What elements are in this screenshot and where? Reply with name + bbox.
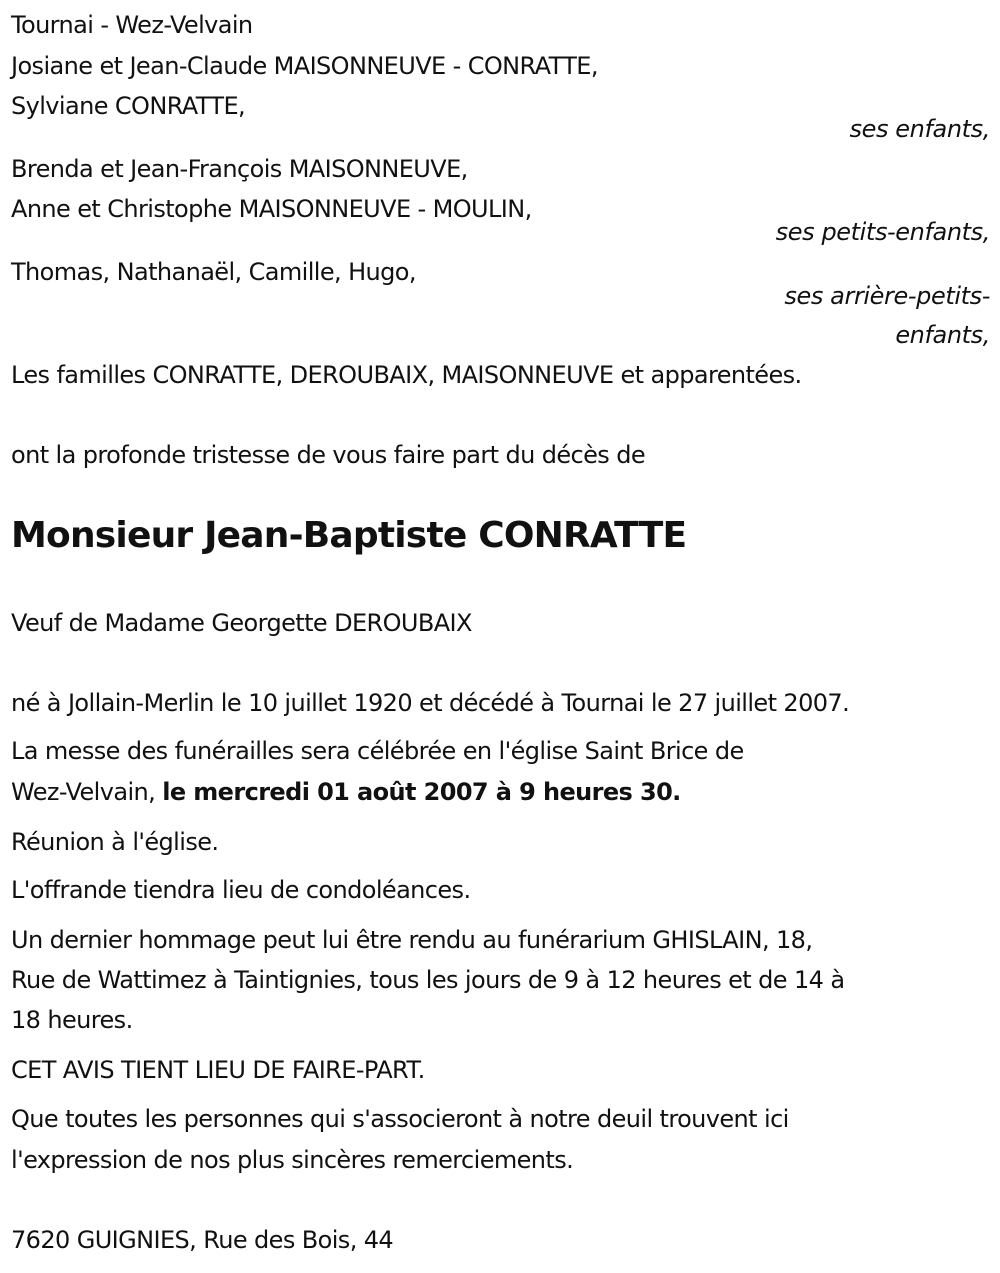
tribute-line-3: 18 heures. (11, 1006, 133, 1034)
tribute-line-2: Rue de Wattimez à Taintignies, tous les jours de 9 à 12 heures et de 14 à (11, 966, 845, 994)
grandchildren-line-2: Anne et Christophe MAISONNEUVE - MOULIN, (11, 195, 532, 223)
family-address: 7620 GUIGNIES, Rue des Bois, 44 (11, 1226, 394, 1254)
thanks-line-1: Que toutes les personnes qui s'associeront à notre deuil trouvent ici (11, 1105, 789, 1133)
notice: CET AVIS TIENT LIEU DE FAIRE-PART. (11, 1056, 425, 1084)
location-heading: Tournai - Wez-Velvain (11, 11, 253, 39)
meeting-info: Réunion à l'église. (11, 828, 219, 856)
tribute-line-1: Un dernier hommage peut lui être rendu au funérarium GHISLAIN, 18, (11, 926, 813, 954)
deceased-name: Monsieur Jean-Baptiste CONRATTE (11, 515, 687, 556)
grandchildren-label: ses petits-enfants, (775, 218, 990, 246)
offering-info: L'offrande tiendra lieu de condoléances. (11, 876, 471, 904)
children-line-2: Sylviane CONRATTE, (11, 92, 246, 120)
mass-datetime: le mercredi 01 août 2007 à 9 heures 30. (162, 778, 681, 806)
great-grandchildren-line: Thomas, Nathanaël, Camille, Hugo, (11, 258, 416, 286)
widower-of: Veuf de Madame Georgette DEROUBAIX (11, 609, 472, 637)
great-grandchildren-label-2: enfants, (895, 321, 990, 349)
mass-location: Wez-Velvain, (11, 778, 163, 806)
birth-death-info: né à Jollain-Merlin le 10 juillet 1920 et décédé à Tournai le 27 juillet 2007. (11, 689, 850, 717)
mass-line-1: La messe des funérailles sera célébrée en l'église Saint Brice de (11, 737, 744, 765)
extended-families: Les familles CONRATTE, DEROUBAIX, MAISONNEUVE et apparentées. (11, 361, 802, 389)
children-label: ses enfants, (849, 115, 990, 143)
great-grandchildren-label-1: ses arrière-petits- (784, 282, 990, 310)
announcement-intro: ont la profonde tristesse de vous faire part du décès de (11, 441, 646, 469)
thanks-line-2: l'expression de nos plus sincères remerciements. (11, 1146, 574, 1174)
grandchildren-line-1: Brenda et Jean-François MAISONNEUVE, (11, 155, 468, 183)
mass-line-2 (11, 772, 681, 812)
children-line-1: Josiane et Jean-Claude MAISONNEUVE - CONRATTE, (11, 52, 598, 80)
